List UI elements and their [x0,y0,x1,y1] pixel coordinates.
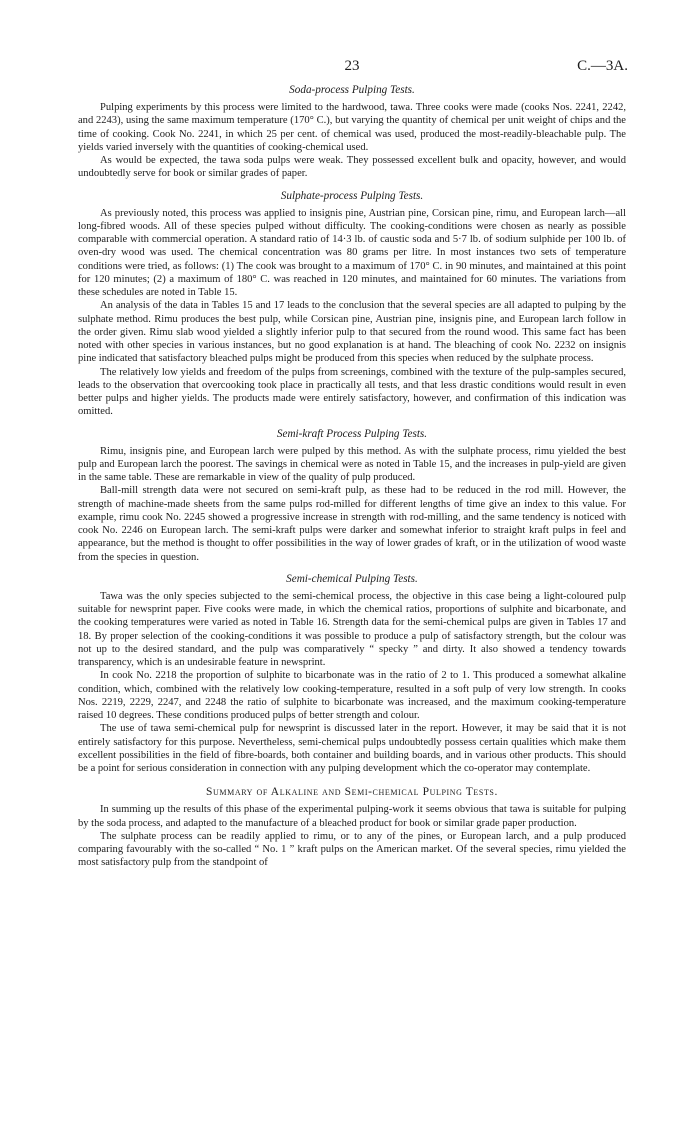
page-code: C.—3A. [577,58,628,74]
section-heading: Semi-chemical Pulping Tests. [286,572,418,585]
section-summary [78,786,626,869]
running-head [78,58,626,80]
paragraph: As would be expected, the tawa soda pulps were weak. They possessed excellent bulk and opacity, however, and would undoubtedly serve for book or similar grades of paper. [78,155,626,180]
section-semi-chemical [78,573,626,776]
paragraph: The relatively low yields and freedom of the pulps from screenings, combined with the texture of the pulp-samples secured, leads to the observation that overcooking took place in practically all tests, and that less drastic conditions would result in even better pulps and higher yields. The products made were entirely satisfactory, however, and confirmation of this indication was omitted. [78,366,626,418]
document-page [78,58,626,870]
paragraph: Tawa was the only species subjected to the semi-chemical process, the objective in this case being a light-coloured pulp suitable for newsprint paper. Five cooks were made, in which the chemical ratios, proportions of sulphite and bicarbonate, and the cooking temperatures were varied as noted in Table 16. Strength data for the semi-chemical pulps are given in Tables 17 and 18. By proper selection of the cooking-conditions it was possible to produce a pulp of satisfactory strength, but the colour was not up to the desired standard, and the pulp was comparatively “ specky ” and dirty. It also showed a tendency towards transparency, which is an undesirable feature in newsprint. [78,590,626,668]
section-semi-kraft-process [78,428,626,564]
section-heading: Summary of Alkaline and Semi-chemical Pulping Tests. [206,786,498,799]
paragraph: As previously noted, this process was applied to insignis pine, Austrian pine, Corsican pine, rimu, and European larch—all long-fibred woods. All of these species pulped without difficulty. The cooking-conditions were chosen as nearly as possible comparable with commercial operation. A standard ratio of 14·3 lb. of caustic soda and 5·7 lb. of sodium sulphide per 100 lb. of oven-dry wood was used. The chemical concentration was 80 grams per litre. In most instances two sets of temperature conditions were tried, as follows: (1) The cook was brought to a maximum of 170° C. in 90 minutes, and maintained at this point for 120 minutes; (2) a maximum of 180° C. was reached in 120 minutes, and maintained for 60 minutes. The variations from these schedules are noted in Table 15. [78,207,626,298]
paragraph: Rimu, insignis pine, and European larch were pulped by this method. As with the sulphate process, rimu yielded the best pulp and European larch the poorest. The savings in chemical were as noted in Table 15, and the increases in pulp-yield are given in the same table. These are remarkable in view of the quality of pulp produced. [78,445,626,483]
paragraph: In cook No. 2218 the proportion of sulphite to bicarbonate was in the ratio of 2 to 1. This produced a somewhat alkaline condition, which, combined with the relatively low cooking-temperature, resulted in a soft pulp of very low strength. In cooks Nos. 2219, 2229, 2247, and 2248 the ratio of sulphite to bicarbonate was increased, and the maximum cooking-temperature raised 10 degrees. These conditions produced pulps of better strength and colour. [78,670,626,721]
section-soda-process [78,84,626,181]
paragraph: Pulping experiments by this process were limited to the hardwood, tawa. Three cooks were made (cooks Nos. 2241, 2242, and 2243), using the same maximum temperature (170° C.), but varying the quantity of chemical per unit weight of chips and the time of cooking. Cook No. 2241, in which 25 per cent. of chemical was used, produced the most-readily-bleachable pulp. The yields varied inversely with the quantities of cooking-chemical used. [78,102,626,153]
section-heading: Sulphate-process Pulping Tests. [280,189,424,202]
paragraph: Ball-mill strength data were not secured on semi-kraft pulp, as these had to be reduced in the rod mill. However, the strength of machine-made sheets from the same pulps rod-milled for different lengths of time give an index to this value. For example, rimu cook No. 2245 showed a progressive increase in strength with rod-milling, and the same tendency is noticed with cook No. 2246 on European larch. The semi-kraft pulps were darker and somewhat inferior to straight kraft pulps in feel and appearance, but the method is thought to offer possibilities in the way of lower grades of kraft, or in the utilization of wood waste from the species in question. [78,485,626,563]
paragraph: The use of tawa semi-chemical pulp for newsprint is discussed later in the report. However, it may be said that it is not entirely satisfactory for this purpose. Nevertheless, semi-chemical pulps undoubtedly possess certain qualities which make them excellent possibilities in the field of fibre-boards, both container and building boards, and in various other products. This should be a point for serious consideration in connection with any pulping development which the co-operator may contemplate. [78,723,626,774]
section-heading: Soda-process Pulping Tests. [289,84,415,96]
page-number: 23 [344,58,360,74]
section-heading: Semi-kraft Process Pulping Tests. [276,427,428,440]
section-sulphate-process [78,190,626,419]
paragraph: An analysis of the data in Tables 15 and 17 leads to the conclusion that the several species are all adapted to pulping by the sulphate method. Rimu produces the best pulp, while Corsican pine, Austrian pine, insignis pine, and European larch follow in the order given. Rimu slab wood yielded a slightly inferior pulp to that secured from the round wood. This same fact has been noted with other species in various instances, but no good explanation is at hand. The bleaching of cook No. 2232 on insignis pine indicated that satisfactory bleached pulps might be produced from this species when reduced by the sulphate process. [78,300,626,365]
paragraph: The sulphate process can be readily applied to rimu, or to any of the pines, or European larch, and a pulp produced comparing favourably with the so-called “ No. 1 ” kraft pulps on the American market. Of the several species, rimu yielded the most satisfactory pulp from the standpoint of [78,830,626,869]
paragraph: In summing up the results of this phase of the experimental pulping-work it seems obvious that tawa is suitable for pulping by the soda process, and adapted to the manufacture of a bleached product for book or similar grade paper production. [78,804,626,829]
